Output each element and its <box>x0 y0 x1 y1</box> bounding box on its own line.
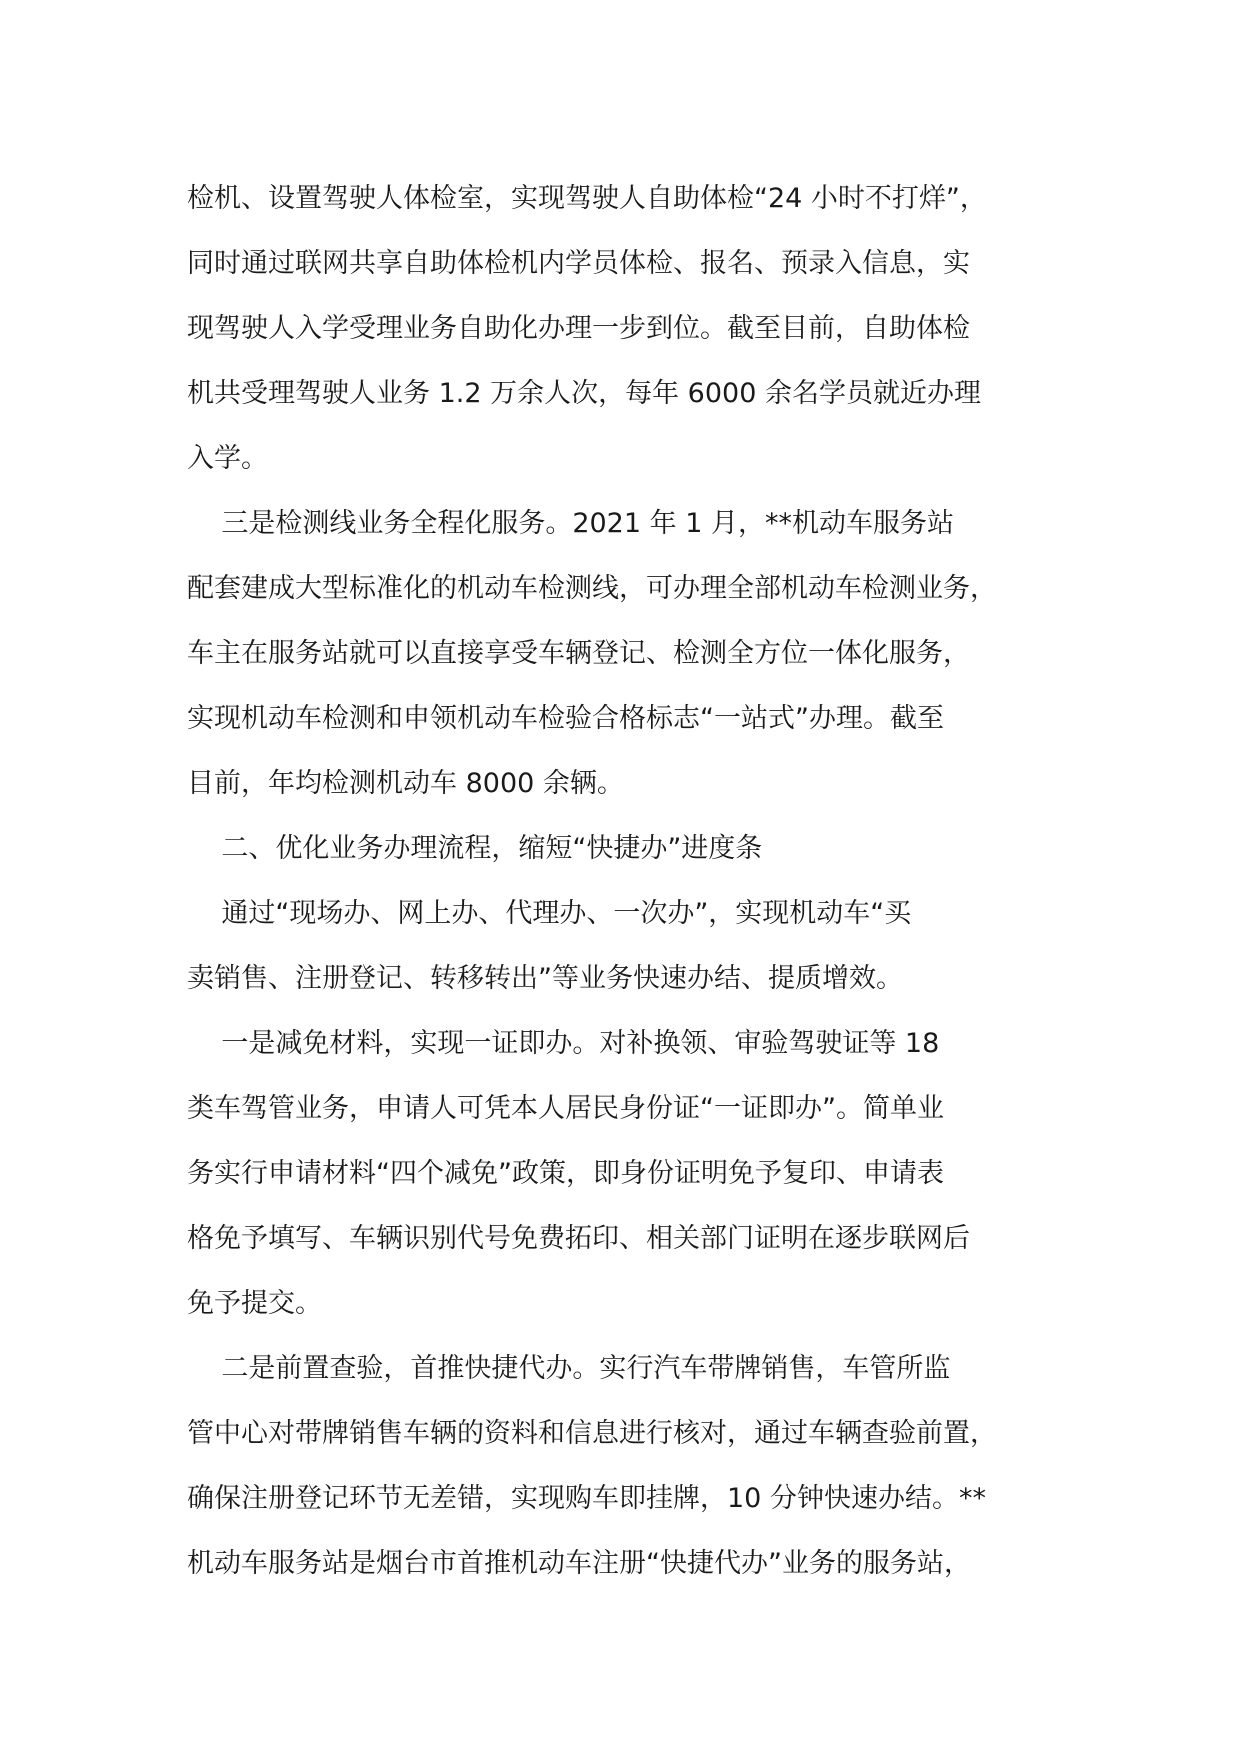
text-line: 三是检测线业务全程化服务。2021 年 1 月，**机动车服务站 <box>187 508 954 539</box>
text-line: 目前，年均检测机动车 8000 余辆。 <box>187 768 624 799</box>
text-line: 一是减免材料，实现一证即办。对补换领、审验驾驶证等 18 <box>187 1028 940 1059</box>
text-line: 机动车服务站是烟台市首推机动车注册“快捷代办”业务的服务站， <box>187 1548 971 1579</box>
paragraph <box>187 1011 1087 1336</box>
section-heading <box>187 816 1087 881</box>
paragraph <box>187 1336 1087 1596</box>
text-line: 二、优化业务办理流程，缩短“快捷办”进度条 <box>187 833 763 864</box>
text-line: 管中心对带牌销售车辆的资料和信息进行核对，通过车辆查验前置， <box>187 1418 997 1449</box>
text-line: 检机、设置驾驶人体检室，实现驾驶人自助体检“24 小时不打烊”， <box>187 183 987 214</box>
text-line: 同时通过联网共享自助体检机内学员体检、报名、预录入信息，实 <box>187 248 970 279</box>
text-line: 通过“现场办、网上办、代理办、一次办”，实现机动车“买 <box>187 898 912 929</box>
text-line: 确保注册登记环节无差错，实现购车即挂牌，10 分钟快速办结。** <box>187 1483 986 1514</box>
text-line: 配套建成大型标准化的机动车检测线，可办理全部机动车检测业务， <box>187 573 997 604</box>
text-line: 入学。 <box>187 443 268 474</box>
text-line: 类车驾管业务，申请人可凭本人居民身份证“一证即办”。简单业 <box>187 1093 944 1124</box>
document-body <box>187 166 1087 1596</box>
text-line: 格免予填写、车辆识别代号免费拓印、相关部门证明在逐步联网后 <box>187 1223 970 1254</box>
text-line: 免予提交。 <box>187 1288 322 1319</box>
text-line: 二是前置查验，首推快捷代办。实行汽车带牌销售，车管所监 <box>187 1353 951 1384</box>
text-line: 车主在服务站就可以直接享受车辆登记、检测全方位一体化服务， <box>187 638 970 669</box>
text-line: 卖销售、注册登记、转移转出”等业务快速办结、提质增效。 <box>187 963 903 994</box>
text-line: 现驾驶人入学受理业务自助化办理一步到位。截至目前，自助体检 <box>187 313 970 344</box>
paragraph <box>187 881 1087 1011</box>
text-line: 实现机动车检测和申领机动车检验合格标志“一站式”办理。截至 <box>187 703 944 734</box>
paragraph <box>187 491 1087 816</box>
paragraph <box>187 166 1087 491</box>
text-line: 机共受理驾驶人业务 1.2 万余人次，每年 6000 余名学员就近办理 <box>187 378 981 409</box>
text-line: 务实行申请材料“四个减免”政策，即身份证明免予复印、申请表 <box>187 1158 944 1189</box>
